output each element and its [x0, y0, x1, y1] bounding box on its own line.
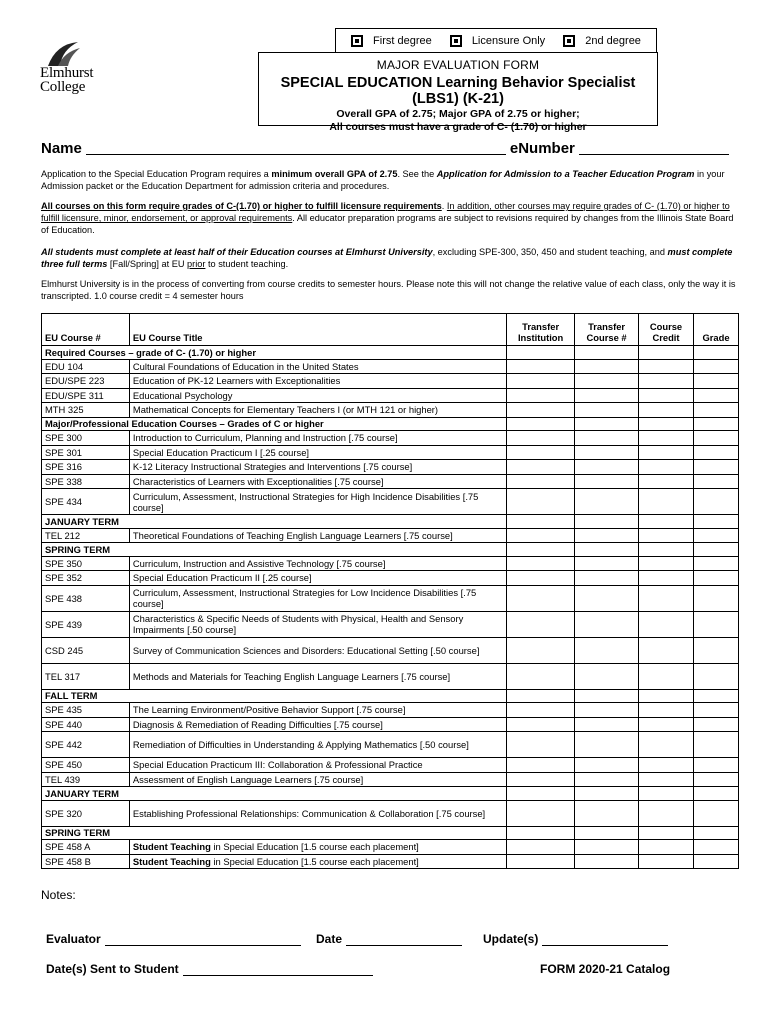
section-label: JANUARY TERM: [42, 515, 507, 529]
table-header-row: [42, 314, 739, 346]
section-row: [42, 787, 739, 801]
grade-cell[interactable]: [693, 571, 738, 586]
course-title: Education of PK-12 Learners with Exceptionalities: [129, 374, 506, 389]
second-degree-checkbox[interactable]: [563, 35, 575, 47]
grade-cell[interactable]: [693, 772, 738, 787]
course-credit-cell[interactable]: [639, 703, 694, 718]
course-credit-cell[interactable]: [639, 732, 694, 758]
transfer-institution-cell[interactable]: [507, 556, 575, 571]
grade-cell[interactable]: [693, 403, 738, 418]
first-degree-label: First degree: [373, 34, 432, 47]
transfer-course-cell[interactable]: [575, 489, 639, 515]
transfer-course-cell[interactable]: [575, 732, 639, 758]
course-title-emphasis: Student Teaching: [132, 855, 211, 867]
transfer-course-cell[interactable]: [575, 663, 639, 689]
course-number: TEL 439: [42, 772, 130, 787]
transfer-course-cell[interactable]: [575, 758, 639, 773]
course-title: Diagnosis & Remediation of Reading Difficulties [.75 course]: [129, 717, 506, 732]
student-info-row: [41, 140, 741, 157]
grade-cell[interactable]: [693, 388, 738, 403]
transfer-course-cell[interactable]: [575, 585, 639, 611]
grade-cell[interactable]: [693, 474, 738, 489]
table-row: [42, 717, 739, 732]
transfer-institution-cell[interactable]: [507, 840, 575, 855]
header-course-credit: Course Credit: [639, 314, 694, 346]
course-credit-cell[interactable]: [639, 474, 694, 489]
transfer-course-cell[interactable]: [575, 403, 639, 418]
transfer-course-cell[interactable]: [575, 528, 639, 543]
section-label: JANUARY TERM: [42, 787, 507, 801]
course-number: SPE 458 B: [42, 854, 130, 869]
course-credit-cell[interactable]: [639, 663, 694, 689]
degree-type-options: [335, 28, 657, 52]
date-line: [316, 932, 462, 946]
licensure-only-label: Licensure Only: [471, 34, 546, 47]
transfer-course-cell[interactable]: [575, 571, 639, 586]
transfer-institution-cell[interactable]: [507, 571, 575, 586]
table-row: [42, 403, 739, 418]
grade-requirements-paragraph: All courses on this form require grades of C-(1.70) or higher to fulfill licensure requirements. In addition, other courses may require grades of C- (1.70) or higher to fulfill licensure, minor, endorsement, or approval requirements. All educator preparation programs are subject to revisions required by changes from the Illinois State Board of Education.: [41, 201, 734, 235]
course-title: Introduction to Curriculum, Planning and Instruction [.75 course]: [129, 431, 506, 446]
table-row: [42, 663, 739, 689]
course-credit-cell[interactable]: [639, 571, 694, 586]
course-number: EDU/SPE 223: [42, 374, 130, 389]
form-title: MAJOR EVALUATION FORM: [376, 58, 540, 72]
section-blank-cell: [507, 543, 575, 557]
course-credit-cell[interactable]: [639, 359, 694, 374]
table-row: [42, 474, 739, 489]
program-title: SPECIAL EDUCATION Learning Behavior Specialist (LBS1) (K-21): [280, 75, 636, 107]
section-blank-cell: [639, 515, 694, 529]
course-title: Curriculum, Instruction and Assistive Technology [.75 course]: [129, 556, 506, 571]
section-row: [42, 689, 739, 703]
course-number: SPE 350: [42, 556, 130, 571]
course-number: SPE 301: [42, 445, 130, 460]
course-credit-cell[interactable]: [639, 611, 694, 637]
course-credit-cell[interactable]: [639, 717, 694, 732]
section-blank-cell: [575, 515, 639, 529]
header-eu-course-number: EU Course #: [42, 314, 130, 346]
grade-cell[interactable]: [693, 431, 738, 446]
transfer-course-cell[interactable]: [575, 800, 639, 826]
table-row: [42, 732, 739, 758]
section-blank-cell: [639, 787, 694, 801]
grade-cell[interactable]: [693, 460, 738, 475]
grade-requirement: All courses must have a grade of C- (1.70) or higher: [329, 121, 587, 133]
table-row: [42, 772, 739, 787]
transfer-institution-cell[interactable]: [507, 403, 575, 418]
course-title: Establishing Professional Relationships: Communication & Collaboration [.75 course]: [129, 800, 506, 826]
transfer-institution-cell[interactable]: [507, 460, 575, 475]
transfer-institution-cell[interactable]: [507, 528, 575, 543]
transfer-course-cell[interactable]: [575, 611, 639, 637]
transfer-institution-cell[interactable]: [507, 445, 575, 460]
table-row: [42, 489, 739, 515]
transfer-course-cell[interactable]: [575, 703, 639, 718]
transfer-course-cell[interactable]: [575, 388, 639, 403]
transfer-institution-cell[interactable]: [507, 431, 575, 446]
section-blank-cell: [639, 826, 694, 840]
transfer-institution-cell[interactable]: [507, 611, 575, 637]
transfer-course-cell[interactable]: [575, 717, 639, 732]
section-blank-cell: [507, 689, 575, 703]
section-blank-cell: [639, 417, 694, 431]
transfer-institution-cell[interactable]: [507, 489, 575, 515]
section-blank-cell: [639, 346, 694, 360]
course-title-rest: in Special Education [1.5 course each placement]: [210, 855, 419, 867]
course-title: Special Education Practicum II [.25 course]: [129, 571, 506, 586]
course-title: [129, 840, 506, 855]
section-blank-cell: [507, 417, 575, 431]
course-credit-cell[interactable]: [639, 489, 694, 515]
transfer-institution-cell[interactable]: [507, 388, 575, 403]
grade-cell[interactable]: [693, 637, 738, 663]
course-title: Theoretical Foundations of Teaching English Language Learners [.75 course]: [129, 528, 506, 543]
licensure-only-checkbox[interactable]: [450, 35, 462, 47]
table-row: [42, 800, 739, 826]
course-title: The Learning Environment/Positive Behavior Support [.75 course]: [129, 703, 506, 718]
course-title: Curriculum, Assessment, Instructional Strategies for Low Incidence Disabilities [.75 course]: [129, 585, 506, 611]
course-credit-cell[interactable]: [639, 528, 694, 543]
form-catalog-label: FORM 2020-21 Catalog: [540, 962, 671, 976]
section-blank-cell: [639, 689, 694, 703]
course-title: Methods and Materials for Teaching English Language Learners [.75 course]: [129, 663, 506, 689]
transfer-course-cell[interactable]: [575, 772, 639, 787]
course-title: [129, 854, 506, 869]
transfer-course-cell[interactable]: [575, 854, 639, 869]
transfer-course-cell[interactable]: [575, 359, 639, 374]
transfer-institution-cell[interactable]: [507, 854, 575, 869]
course-title: Characteristics & Specific Needs of Students with Physical, Health and Sensory Impairments [.50 course]: [129, 611, 506, 637]
course-title: Special Education Practicum I [.25 course]: [129, 445, 506, 460]
section-label: SPRING TERM: [42, 543, 507, 557]
transfer-institution-cell[interactable]: [507, 585, 575, 611]
section-blank-cell: [575, 787, 639, 801]
table-row: [42, 637, 739, 663]
course-title: K-12 Literacy Instructional Strategies and Interventions [.75 course]: [129, 460, 506, 475]
header-eu-course-title: EU Course Title: [129, 314, 506, 346]
sent-to-student-field[interactable]: [183, 964, 373, 976]
table-row: [42, 703, 739, 718]
course-title-rest: in Special Education [1.5 course each placement]: [210, 841, 419, 853]
course-number: SPE 435: [42, 703, 130, 718]
grade-cell[interactable]: [693, 854, 738, 869]
grade-cell[interactable]: [693, 374, 738, 389]
course-number: CSD 245: [42, 637, 130, 663]
grade-cell[interactable]: [693, 489, 738, 515]
course-title: Cultural Foundations of Education in the United States: [129, 359, 506, 374]
course-title: Mathematical Concepts for Elementary Teachers I (or MTH 121 or higher): [129, 403, 506, 418]
course-number: TEL 212: [42, 528, 130, 543]
table-row: [42, 758, 739, 773]
course-credit-cell[interactable]: [639, 585, 694, 611]
course-title-emphasis: Student Teaching: [132, 841, 211, 853]
course-credit-cell[interactable]: [639, 758, 694, 773]
transfer-institution-cell[interactable]: [507, 703, 575, 718]
evaluator-line: [46, 932, 301, 946]
section-label: Required Courses – grade of C- (1.70) or higher: [42, 346, 507, 360]
course-credit-cell[interactable]: [639, 445, 694, 460]
sent-to-student-label: Date(s) Sent to Student: [46, 962, 179, 976]
transfer-institution-cell[interactable]: [507, 717, 575, 732]
grade-cell[interactable]: [693, 732, 738, 758]
course-credit-cell[interactable]: [639, 840, 694, 855]
sent-to-student-line: [46, 962, 373, 976]
course-credit-cell[interactable]: [639, 772, 694, 787]
header-transfer-course: Transfer Course #: [575, 314, 639, 346]
course-number: SPE 438: [42, 585, 130, 611]
course-title: Assessment of English Language Learners [.75 course]: [129, 772, 506, 787]
course-number: TEL 317: [42, 663, 130, 689]
course-credit-cell[interactable]: [639, 556, 694, 571]
course-credit-cell[interactable]: [639, 388, 694, 403]
grade-cell[interactable]: [693, 359, 738, 374]
section-blank-cell: [575, 543, 639, 557]
credit-conversion-paragraph: Elmhurst University is in the process of converting from course credits to semester hours. Please note this will not change the relative value of each class, only the way it is transcripted. 1.0 course credit = 4 semester hours: [41, 279, 736, 301]
table-row: [42, 556, 739, 571]
form-header: [258, 52, 658, 133]
course-title: Characteristics of Learners with Exceptionalities [.75 course]: [129, 474, 506, 489]
course-title: Special Education Practicum III: Collaboration & Professional Practice: [129, 758, 506, 773]
date-label: Date: [316, 932, 343, 946]
table-row: [42, 585, 739, 611]
section-blank-cell: [575, 417, 639, 431]
table-row: [42, 854, 739, 869]
second-degree-label: 2nd degree: [585, 34, 641, 47]
section-row: [42, 515, 739, 529]
table-row: [42, 571, 739, 586]
transfer-course-cell[interactable]: [575, 474, 639, 489]
course-number: SPE 442: [42, 732, 130, 758]
evaluator-label: Evaluator: [46, 932, 101, 946]
grade-cell[interactable]: [693, 840, 738, 855]
course-credit-cell[interactable]: [639, 800, 694, 826]
course-credit-cell[interactable]: [639, 403, 694, 418]
table-row: [42, 431, 739, 446]
college-logo: [36, 40, 126, 100]
course-credit-cell[interactable]: [639, 854, 694, 869]
section-row: [42, 543, 739, 557]
gpa-requirement: Overall GPA of 2.75; Major GPA of 2.75 or higher;: [336, 108, 580, 120]
course-table-body: [42, 346, 739, 869]
enumber-field[interactable]: [579, 140, 729, 155]
section-blank-cell: [693, 543, 738, 557]
transfer-course-cell[interactable]: [575, 374, 639, 389]
course-number: MTH 325: [42, 403, 130, 418]
transfer-course-cell[interactable]: [575, 637, 639, 663]
table-row: [42, 374, 739, 389]
section-blank-cell: [575, 346, 639, 360]
section-blank-cell: [575, 689, 639, 703]
course-number: SPE 450: [42, 758, 130, 773]
updates-field[interactable]: [542, 934, 668, 946]
course-credit-cell[interactable]: [639, 637, 694, 663]
table-row: [42, 528, 739, 543]
course-number: SPE 338: [42, 474, 130, 489]
degree-option-second[interactable]: [563, 35, 641, 47]
course-title: Educational Psychology: [129, 388, 506, 403]
grade-cell[interactable]: [693, 585, 738, 611]
grade-cell[interactable]: [693, 758, 738, 773]
transfer-institution-cell[interactable]: [507, 758, 575, 773]
admission-paragraph: Application to the Special Education Program requires a minimum overall GPA of 2.75. See the Application for Admission to a Teacher Education Program in your Admission packet or the Education Department for admission criteria and procedures.: [41, 169, 725, 191]
course-title: Remediation of Difficulties in Understanding & Applying Mathematics [.50 course]: [129, 732, 506, 758]
section-blank-cell: [693, 826, 738, 840]
header-grade: Grade: [693, 314, 738, 346]
transfer-course-cell[interactable]: [575, 460, 639, 475]
grade-cell[interactable]: [693, 717, 738, 732]
section-label: FALL TERM: [42, 689, 507, 703]
grade-cell[interactable]: [693, 556, 738, 571]
table-row: [42, 840, 739, 855]
section-blank-cell: [507, 346, 575, 360]
name-field[interactable]: [86, 140, 506, 155]
section-blank-cell: [507, 787, 575, 801]
course-number: SPE 320: [42, 800, 130, 826]
course-title: Survey of Communication Sciences and Disorders: Educational Setting [.50 course]: [129, 637, 506, 663]
residency-paragraph: All students must complete at least half of their Education courses at Elmhurst University, excluding SPE-300, 350, 450 and student teaching, and must complete three full terms [Fall/Spring] at EU prior to student teaching.: [41, 247, 733, 269]
updates-line: [483, 932, 668, 946]
enumber-label: eNumber: [509, 140, 575, 157]
section-blank-cell: [639, 543, 694, 557]
header-transfer-institution: Transfer Institution: [507, 314, 575, 346]
evaluator-field[interactable]: [105, 934, 301, 946]
transfer-institution-cell[interactable]: [507, 800, 575, 826]
transfer-institution-cell[interactable]: [507, 374, 575, 389]
grade-cell[interactable]: [693, 800, 738, 826]
degree-option-licensure[interactable]: [450, 35, 545, 47]
course-number: SPE 458 A: [42, 840, 130, 855]
grade-cell[interactable]: [693, 703, 738, 718]
course-credit-cell[interactable]: [639, 374, 694, 389]
table-row: [42, 460, 739, 475]
table-row: [42, 388, 739, 403]
date-field[interactable]: [346, 934, 462, 946]
grade-cell[interactable]: [693, 528, 738, 543]
table-row: [42, 611, 739, 637]
transfer-course-cell[interactable]: [575, 445, 639, 460]
name-label: Name: [41, 140, 82, 157]
transfer-institution-cell[interactable]: [507, 474, 575, 489]
section-label: Major/Professional Education Courses – Grades of C or higher: [42, 417, 507, 431]
college-logo-text: Elmhurst College: [40, 65, 94, 95]
updates-label: Update(s): [483, 932, 539, 946]
transfer-course-cell[interactable]: [575, 431, 639, 446]
transfer-institution-cell[interactable]: [507, 359, 575, 374]
course-number: EDU/SPE 311: [42, 388, 130, 403]
transfer-institution-cell[interactable]: [507, 732, 575, 758]
section-blank-cell: [693, 787, 738, 801]
table-row: [42, 359, 739, 374]
course-number: EDU 104: [42, 359, 130, 374]
course-number: SPE 439: [42, 611, 130, 637]
degree-option-first[interactable]: [351, 35, 432, 47]
notes-label: Notes:: [41, 888, 76, 902]
course-number: SPE 440: [42, 717, 130, 732]
grade-cell[interactable]: [693, 611, 738, 637]
section-blank-cell: [693, 515, 738, 529]
grade-cell[interactable]: [693, 445, 738, 460]
course-title: Curriculum, Assessment, Instructional Strategies for High Incidence Disabilities [.75 course]: [129, 489, 506, 515]
transfer-institution-cell[interactable]: [507, 772, 575, 787]
section-blank-cell: [575, 826, 639, 840]
section-blank-cell: [507, 826, 575, 840]
section-blank-cell: [693, 417, 738, 431]
course-number: SPE 316: [42, 460, 130, 475]
course-table: [41, 313, 739, 869]
grade-cell[interactable]: [693, 663, 738, 689]
first-degree-checkbox[interactable]: [351, 35, 363, 47]
course-number: SPE 300: [42, 431, 130, 446]
course-number: SPE 352: [42, 571, 130, 586]
section-blank-cell: [507, 515, 575, 529]
section-label: SPRING TERM: [42, 826, 507, 840]
transfer-course-cell[interactable]: [575, 840, 639, 855]
section-row: [42, 417, 739, 431]
course-number: SPE 434: [42, 489, 130, 515]
course-credit-cell[interactable]: [639, 460, 694, 475]
course-credit-cell[interactable]: [639, 431, 694, 446]
section-blank-cell: [693, 346, 738, 360]
table-row: [42, 445, 739, 460]
transfer-institution-cell[interactable]: [507, 663, 575, 689]
section-row: [42, 346, 739, 360]
section-row: [42, 826, 739, 840]
transfer-institution-cell[interactable]: [507, 637, 575, 663]
section-blank-cell: [693, 689, 738, 703]
transfer-course-cell[interactable]: [575, 556, 639, 571]
